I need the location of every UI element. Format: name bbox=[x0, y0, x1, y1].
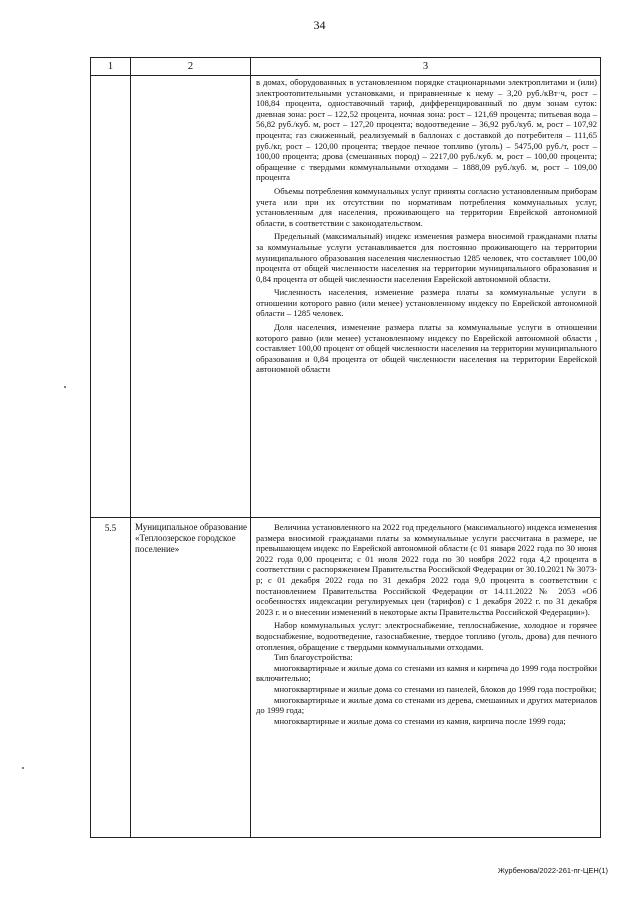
paragraph: Величина установленного на 2022 год предельного (максимального) индекса изменения размера вносимой гражданами платы за коммунальные услуги рассчитана в размере, не превышающем индекс по Еврейской автономной области (с 01 января 2022 года по 30 июня 2022 года 0,00 процента; с 01 июля 2022 года по 30 ноября 2022 года 4,2 процента в соответствии с распоряжением Правительства Российской Федерации от 30.10.2021 № 3073-р; с 01 декабря 2022 года по 31 декабря 2022 года 9,0 процента в соответствии с постановлением Правительства Российской Федерации от 14.11.2022 № 2053 «Об особенностях индексации регулируемых цен (тарифов) с 1 декабря 2022 г. по 31 декабря 2023 г. и о внесении изменений в некоторые акты Правительства Российской Федерации»). bbox=[256, 522, 597, 617]
scan-speck bbox=[22, 767, 24, 769]
paragraph: Объемы потребления коммунальных услуг приняты согласно установленным приборам учета или при их отсутствии по нормативам потребления коммунальных услуг, установленным для населения, проживающего на территории Еврейской автономной области, в соответствии с законодательством. bbox=[256, 185, 597, 228]
table-row-continued bbox=[91, 76, 601, 518]
municipality-name: Муниципальное образование «Теплоозерское городское поселение» bbox=[131, 518, 251, 838]
tariff-table bbox=[90, 57, 601, 838]
paragraph: Набор коммунальных услуг: электроснабжение, теплоснабжение, холодное и горячее водоснабжение, водоотведение, газоснабжение, твердое топливо (уголь, дрова) для печного отопления, обращение с твердыми коммунальными отходами. bbox=[256, 620, 597, 652]
header-col-2: 2 bbox=[131, 58, 251, 76]
row-number: 5.5 bbox=[91, 518, 131, 838]
paragraph: Численность населения, изменение размера платы за коммунальные услуги в отношении которого равно (или менее) установленному индексу по Еврейской автономной области – 1285 человек. bbox=[256, 287, 597, 319]
table-row-5-5 bbox=[91, 518, 601, 838]
scan-speck bbox=[64, 386, 66, 388]
page-number: 34 bbox=[313, 18, 326, 32]
empty-name-cell bbox=[131, 76, 251, 518]
table-header-row bbox=[91, 58, 601, 76]
header-col-1: 1 bbox=[91, 58, 131, 76]
continued-text-cell bbox=[251, 76, 601, 518]
document-footer: Журбенова/2022-261-пг-ЦЕН(1) bbox=[497, 866, 608, 875]
paragraph: многоквартирные и жилые дома со стенами из камня, кирпича после 1999 года; bbox=[274, 715, 566, 726]
paragraph: Тип благоустройства: bbox=[274, 652, 353, 663]
row-5-5-text-cell bbox=[251, 518, 601, 838]
empty-number-cell bbox=[91, 76, 131, 518]
paragraph: в домах, оборудованных в установленном порядке стационарными электроплитами и (или) электроотопительными установками, и приравненные к нему – 3,20 руб./кВт·ч, рост – 108,84 процента, одноставочный тариф, дифференцированный по двум зонам суток: дневная зона: рост – 122,52 процента, ночная зона: рост – 121,69 процента; питьевая вода – 56,82 руб./куб. м, рост – 127,20 процента; водоотведение – 36,92 руб./куб. м, рост – 107,92 процента; газ сжиженный, реализуемый в баллонах с доставкой до потребителя – 111,65 руб./кг, рост – 120,00 процента; твердое печное топливо (уголь) – 5475,00 руб./т, рост – 100,00 процента; дрова (смешанных пород) – 2217,00 руб./куб. м, рост – 100,00 процента; обращение с твердыми коммунальными отходами – 1888,09 руб./куб. м, рост – 109,00 процента bbox=[256, 77, 597, 183]
paragraph: Доля населения, изменение размера платы за коммунальные услуги в отношении которого равно (или менее) установленному индексу по Еврейской автономной области , составляет 100,00 процент от общей численности населения на территории муниципального образования и 0,84 процента от общей численности населения на территории Еврейской автономной области bbox=[256, 322, 597, 375]
header-col-3: 3 bbox=[251, 58, 601, 76]
paragraph: многоквартирные и жилые дома со стенами из камня и кирпича до 1999 года постройки включительно; bbox=[256, 662, 597, 684]
paragraph: Предельный (максимальный) индекс изменения размера вносимой гражданами платы за коммунальные услуги устанавливается для постоянно проживающего на территории муниципального образования населения численностью 1285 человек, что составляет 100,00 процента от общей численности населения на территории муниципального образования и 0,84 процента от общей численности населения Еврейской автономной области. bbox=[256, 231, 597, 284]
paragraph: многоквартирные и жилые дома со стенами из дерева, смешанных и других материалов до 1999 года; bbox=[256, 694, 597, 716]
paragraph: многоквартирные и жилые дома со стенами из панелей, блоков до 1999 года постройки; bbox=[274, 683, 597, 694]
